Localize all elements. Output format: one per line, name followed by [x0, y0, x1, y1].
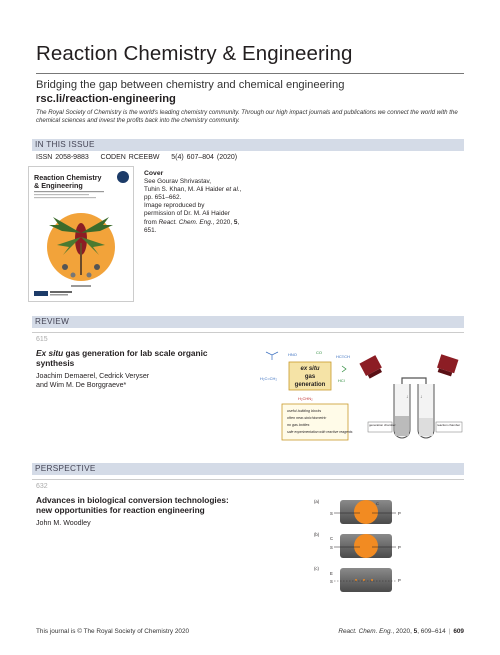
panel-a-p: P	[398, 511, 401, 516]
section-bar-review	[32, 316, 464, 328]
svg-text:↓: ↓	[420, 394, 423, 400]
ga-center-3: generation	[294, 382, 326, 388]
journal-url[interactable]: rsc.li/reaction-engineering	[36, 93, 176, 105]
ga-bullet-2: often near-stoichiometric	[287, 416, 327, 420]
section-label: PERSPECTIVE	[35, 464, 96, 473]
panel-c-p: P	[398, 578, 401, 583]
panel-a-label: (a)	[314, 499, 320, 504]
panel-b-p: P	[398, 545, 401, 550]
perspective-authors: John M. Woodley	[36, 519, 91, 527]
review-page-number: 615	[36, 336, 48, 343]
panel-b-s: S	[330, 545, 333, 550]
cover-heading: Cover	[144, 170, 164, 177]
cover-thumb-title-1: Reaction Chemistry	[34, 173, 102, 182]
section-label: IN THIS ISSUE	[35, 140, 95, 149]
panel-a-c: C	[376, 501, 379, 506]
panel-b-label: (b)	[314, 532, 320, 537]
ga-center-2: gas	[304, 374, 316, 380]
ga-chamber-right: reaction chamber	[437, 423, 461, 427]
ga-chamber-left: generation chamber	[369, 423, 396, 427]
perspective-graphical-abstract	[312, 496, 422, 596]
footer-copyright: This journal is © The Royal Society of Chemistry 2020	[36, 628, 190, 635]
ga-bullet-4: safe experimentation with reactive reagents	[287, 430, 353, 434]
cover-line-6: from React. Chem. Eng., 2020, 5,	[144, 218, 240, 226]
cover-art-icon	[29, 167, 133, 301]
cover-line-1: See Gourav Shrivastav,	[144, 178, 212, 186]
svg-text:↓: ↓	[406, 394, 409, 400]
panel-c-label: (c)	[314, 566, 319, 571]
panel-c-e: E	[330, 571, 333, 576]
section-rule	[32, 479, 464, 480]
review-authors: Joachim Demaerel, Cedrick Veryser and Wim M. De Borggraeve*	[36, 372, 150, 389]
section-label: REVIEW	[35, 317, 70, 326]
ga-bullet-1: useful building blocks	[287, 409, 322, 413]
cover-thumb-title-2: & Engineering	[34, 181, 83, 190]
issue-info	[36, 154, 237, 161]
footer-citation: React. Chem. Eng., 2020, 5, 609–614 | 609	[338, 628, 464, 635]
review-title[interactable]: Ex situ gas generation for lab scale organic synthesis	[36, 348, 208, 368]
cover-line-5: permission of Dr. M. Ali Haider	[144, 210, 230, 218]
panel-b-c: C	[330, 536, 334, 541]
ga-bullet-3: no gas bottles	[287, 423, 310, 427]
perspective-page-number: 632	[36, 483, 48, 490]
cover-caption	[144, 170, 284, 235]
cover-line-3: pp. 651–662.	[144, 194, 182, 202]
ga-mol-1: HNO	[288, 352, 297, 357]
section-rule	[32, 332, 464, 333]
review-graphical-abstract	[256, 344, 464, 444]
panel-a-s: S	[330, 511, 333, 516]
ga-mol-2: CO	[316, 350, 322, 355]
ga-mol-4: H₂C=CH₂	[260, 376, 277, 381]
panel-c-s: S	[330, 579, 333, 584]
cover-line-7: 651.	[144, 226, 157, 234]
section-bar-perspective	[32, 463, 464, 475]
ga-center-1: ex situ	[300, 366, 320, 372]
issn: ISSN 2058-9883	[36, 154, 89, 161]
volume-info: 5(4) 607–804 (2020)	[171, 154, 238, 161]
journal-title: Reaction Chemistry & Engineering	[36, 42, 353, 65]
ga-mol-6: H₂CHN₂	[298, 396, 313, 401]
coden: CODEN RCEEBW	[100, 154, 160, 161]
journal-blurb: The Royal Society of Chemistry is the world's leading chemistry community. Through our high impact journals and publications we connect the world with the chemical sciences and invest the profits back into the chemistry community.	[36, 109, 458, 125]
ga-mol-5: HCl	[338, 378, 345, 383]
journal-subtitle: Bridging the gap between chemistry and chemical engineering	[36, 79, 345, 91]
section-bar-in-this-issue	[32, 139, 464, 151]
ga-mol-3: HC≡CH	[336, 354, 350, 359]
footer-page-number: 609	[453, 628, 464, 635]
cover-line-4: Image reproduced by	[144, 202, 205, 210]
header-rule	[36, 73, 464, 74]
cover-thumbnail[interactable]	[28, 166, 134, 302]
perspective-title[interactable]: Advances in biological conversion technologies: new opportunities for reaction engineering	[36, 495, 229, 515]
cover-line-2: Tuhin S. Khan, M. Ali Haider et al.,	[144, 186, 242, 194]
